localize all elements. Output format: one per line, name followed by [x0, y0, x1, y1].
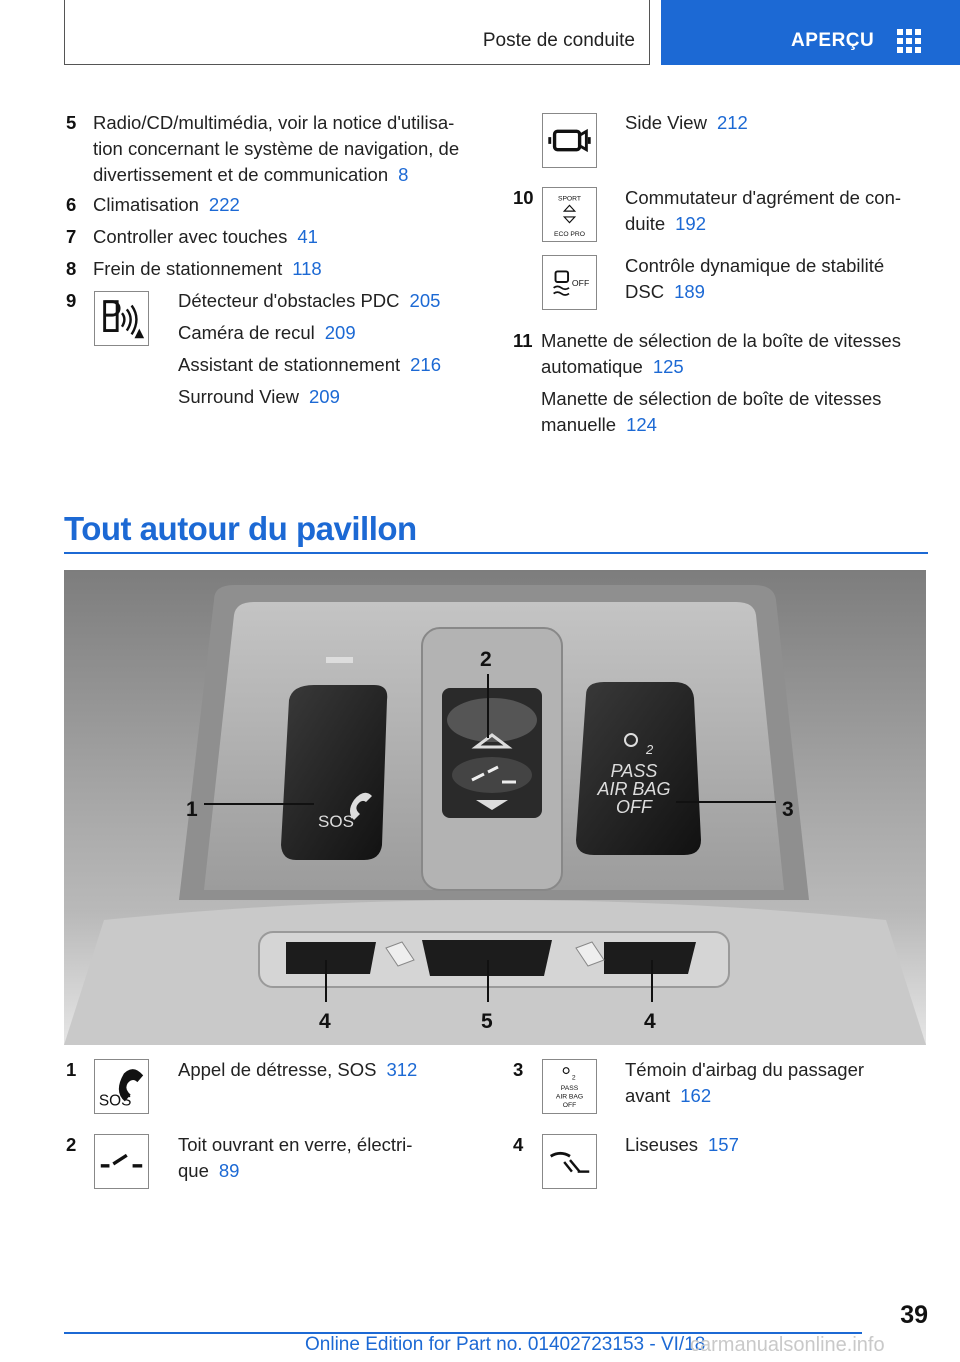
item-text-line: Toit ouvrant en verre, électri- — [178, 1134, 413, 1155]
item-text-line: Controller avec touches — [93, 226, 288, 247]
dsc-off-icon — [542, 255, 597, 310]
item-text-line: Liseuses — [625, 1134, 699, 1155]
item-text-line: manuelle — [541, 414, 617, 435]
item-text-line: Témoin d'airbag du passager — [625, 1059, 865, 1080]
item-number: 2 — [66, 1134, 77, 1155]
item-text-line: Side View — [625, 112, 707, 133]
item-text-6 — [93, 192, 240, 218]
parking-sensor-icon — [94, 291, 149, 346]
item-number: 9 — [66, 290, 77, 311]
sos-phone-icon — [94, 1059, 149, 1114]
item-number: 6 — [66, 194, 77, 215]
item-text-9 — [178, 288, 441, 410]
camera-icon — [542, 113, 597, 168]
callout-4-right: 4 — [644, 1010, 656, 1033]
callout-2: 2 — [480, 648, 492, 671]
header-section-box — [64, 0, 650, 65]
callout-4-left: 4 — [319, 1010, 331, 1033]
item-text-5 — [93, 110, 478, 188]
item-number: 10 — [513, 187, 534, 208]
footer-edition: Online Edition for Part no. 01402723153 - VI/18 — [305, 1334, 706, 1355]
page-ref-link[interactable]: 192 — [675, 213, 706, 234]
item-text-8 — [93, 256, 322, 282]
page-ref-link[interactable]: 162 — [680, 1085, 712, 1106]
photo-airbag-line-2: AIR BAG — [597, 779, 671, 799]
overview-tab[interactable] — [661, 0, 960, 65]
watermark: carmanualsonline.info — [690, 1334, 885, 1356]
item-number: 11 — [513, 330, 533, 351]
item-text-line: Commutateur d'agrément de con- — [625, 187, 902, 208]
item-text-line: Manette de sélection de la boîte de vitesses — [541, 330, 901, 351]
airbag-off-icon-line-2: AIR BAG — [555, 1093, 584, 1101]
item-text-line: Assistant de stationnement — [178, 354, 401, 375]
photo-airbag-seat-number: 2 — [646, 742, 654, 757]
item-text-line: avant — [625, 1085, 671, 1106]
callout-5: 5 — [481, 1010, 493, 1033]
dsc-off-icon-label: OFF — [571, 277, 590, 288]
page-ref-link[interactable]: 209 — [309, 386, 340, 407]
item-number: 5 — [66, 112, 77, 133]
item-text-sos — [178, 1057, 417, 1083]
item-text-line: Surround View — [178, 386, 300, 407]
page-ref-link[interactable]: 205 — [409, 290, 441, 311]
page-ref-link[interactable]: 125 — [652, 356, 684, 377]
sunroof-icon — [94, 1134, 149, 1189]
item-text-line: Appel de détresse, SOS — [178, 1059, 377, 1080]
item-text-reading-lights — [625, 1132, 739, 1158]
item-number: 3 — [513, 1059, 524, 1080]
section-divider — [64, 552, 928, 554]
page-ref-link[interactable]: 124 — [626, 414, 657, 435]
item-text-airbag — [625, 1057, 864, 1109]
roof-console-photo — [64, 570, 926, 1045]
item-text-line: automatique — [541, 356, 643, 377]
reading-light-icon — [542, 1134, 597, 1189]
page-ref-link[interactable]: 312 — [386, 1059, 418, 1080]
item-text-line: Caméra de recul — [178, 322, 315, 343]
item-number: 8 — [66, 258, 77, 279]
airbag-off-icon-line-3: OFF — [562, 1102, 577, 1110]
item-text-sunroof — [178, 1132, 412, 1184]
overview-tab-label: APERÇU — [791, 30, 875, 51]
item-text-line: Détecteur d'obstacles PDC — [178, 290, 400, 311]
airbag-off-icon — [542, 1059, 597, 1114]
page-ref-link[interactable]: 209 — [324, 322, 356, 343]
item-text-dsc — [625, 253, 884, 305]
airbag-off-icon-seat-number: 2 — [571, 1074, 576, 1082]
item-text-line: que — [178, 1160, 209, 1181]
page-ref-link[interactable]: 216 — [410, 354, 442, 375]
sos-phone-icon-label: SOS — [98, 1092, 132, 1110]
page-ref-link[interactable]: 118 — [292, 258, 322, 279]
item-number: 1 — [66, 1059, 77, 1080]
page-ref-link[interactable]: 189 — [674, 281, 705, 302]
item-text-line: Manette de sélection de boîte de vitesses — [541, 388, 882, 409]
callout-3: 3 — [782, 798, 794, 821]
page-ref-link[interactable]: 157 — [708, 1134, 739, 1155]
driving-mode-icon — [542, 187, 597, 242]
item-text-line: Climatisation — [93, 194, 199, 215]
item-text-line: Frein de stationnement — [93, 258, 283, 279]
section-title: Tout autour du pavillon — [64, 510, 417, 547]
item-text-10 — [625, 185, 901, 237]
item-number: 7 — [66, 226, 77, 247]
photo-airbag-line-3: OFF — [616, 797, 652, 817]
item-text-line: Radio/CD/multimédia, voir la notice d'utilisa- — [93, 112, 455, 133]
photo-airbag-line-1: PASS — [610, 761, 658, 781]
item-text-line: tion concernant le système de navigation, de — [93, 138, 460, 159]
page-ref-link[interactable]: 8 — [398, 164, 409, 185]
driving-mode-icon-bottom: ECO PRO — [553, 231, 586, 239]
airbag-off-icon-line-1: PASS — [560, 1084, 579, 1092]
header-section-title: Poste de conduite — [482, 30, 635, 51]
driving-mode-icon-top: SPORT — [557, 195, 582, 203]
page-number: 39 — [900, 1301, 928, 1329]
item-text-line: DSC — [625, 281, 665, 302]
item-text-line: divertissement et de communication — [93, 164, 389, 185]
item-text-line: Contrôle dynamique de stabilité — [625, 255, 885, 276]
page-ref-link[interactable]: 89 — [218, 1160, 240, 1181]
page-ref-link[interactable]: 41 — [297, 226, 318, 247]
page-ref-link[interactable]: 212 — [716, 112, 748, 133]
item-text-7 — [93, 224, 318, 250]
item-number: 4 — [513, 1134, 524, 1155]
item-text-side-view — [625, 110, 748, 136]
callout-1: 1 — [186, 798, 198, 821]
photo-sos-label: SOS — [318, 812, 354, 831]
item-text-11 — [541, 328, 931, 438]
page-ref-link[interactable]: 222 — [208, 194, 240, 215]
item-text-line: duite — [625, 213, 666, 234]
grid-icon — [897, 29, 921, 53]
